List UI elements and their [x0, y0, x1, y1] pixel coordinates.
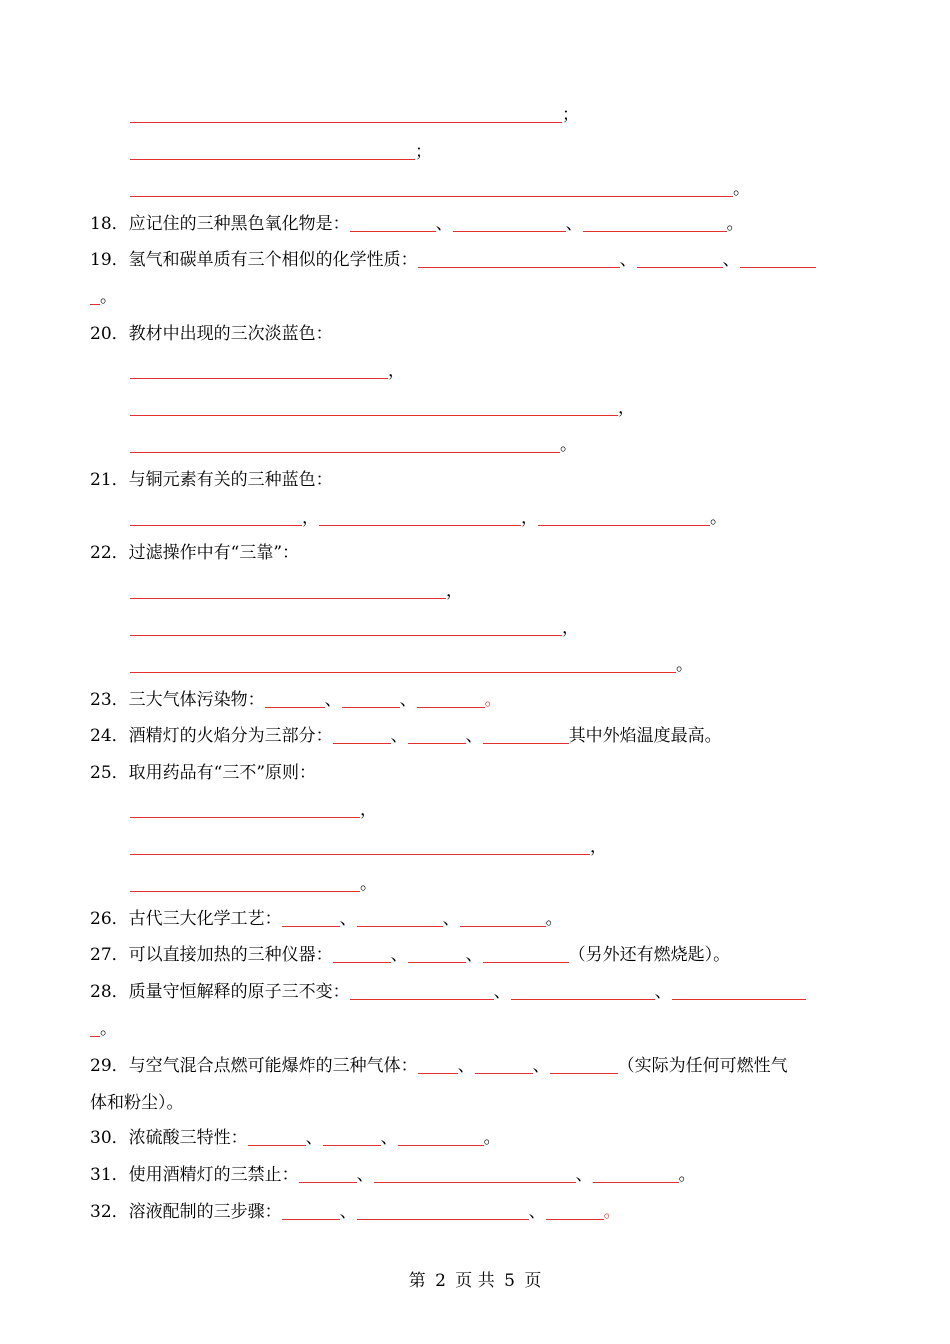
q17-line-3: 。 [130, 176, 750, 202]
question-number: 23． [90, 690, 129, 710]
answer-blank[interactable] [350, 981, 494, 1000]
question-text: 氢气和碳单质有三个相似的化学性质： [128, 250, 418, 270]
answer-blank[interactable] [453, 213, 566, 232]
question-21 [90, 467, 333, 493]
answer-blank[interactable] [248, 1127, 306, 1146]
q20-line-2: ， [130, 395, 635, 421]
question-text: 可以直接加热的三种仪器： [128, 945, 333, 965]
question-number: 28． [90, 982, 129, 1002]
question-26: 26．古代三大化学工艺： 、 、 。 [90, 909, 563, 929]
question-text: 古代三大化学工艺： [128, 909, 282, 929]
answer-blank[interactable] [637, 249, 723, 268]
question-27: 27．可以直接加热的三种仪器： 、 、 （另外还有燃烧匙）。 [90, 945, 731, 965]
question-29-wrap: 体和粉尘）。 [90, 1093, 184, 1113]
answer-blank[interactable] [265, 689, 325, 708]
answer-blank[interactable] [333, 725, 391, 744]
answer-blank[interactable] [550, 1055, 618, 1074]
answer-blank[interactable] [90, 1018, 100, 1037]
answer-blank[interactable] [418, 249, 620, 268]
question-22 [90, 540, 299, 566]
question-28-wrap: 。 [90, 1016, 117, 1042]
question-24: 24．酒精灯的火焰分为三部分： 、 、 其中外焰温度最高。 [90, 726, 722, 746]
answer-blank[interactable] [583, 213, 727, 232]
answer-blank[interactable] [475, 1055, 533, 1074]
q20-line-3: 。 [130, 432, 577, 458]
question-number: 20． [90, 324, 129, 344]
question-20 [90, 321, 333, 347]
answer-blank[interactable] [130, 654, 676, 673]
answer-blank[interactable] [130, 617, 562, 636]
answer-blank[interactable] [538, 507, 710, 526]
answer-blank[interactable] [282, 908, 340, 927]
q21-answers: ， ， 。 [130, 505, 727, 531]
question-number: 21． [90, 470, 129, 490]
answer-blank[interactable] [130, 580, 446, 599]
answer-blank[interactable] [418, 1055, 458, 1074]
question-text: 与铜元素有关的三种蓝色： [128, 470, 333, 490]
question-text: 浓硫酸三特性： [128, 1128, 248, 1148]
question-number: 32． [90, 1202, 129, 1222]
question-text: 应记住的三种黑色氧化物是： [128, 214, 350, 234]
question-28: 28．质量守恒解释的原子三不变： 、 、 [90, 979, 806, 1005]
answer-blank[interactable] [90, 286, 100, 305]
answer-blank[interactable] [417, 689, 485, 708]
question-18: 18．应记住的三种黑色氧化物是： 、 、 。 [90, 214, 744, 234]
question-30: 30．浓硫酸三特性： 、 、 。 [90, 1128, 501, 1148]
question-23: 23．三大气体污染物： 、 、 。 [90, 690, 502, 710]
question-19: 19．氢气和碳单质有三个相似的化学性质： 、 、 [90, 247, 816, 273]
answer-blank[interactable] [483, 944, 569, 963]
answer-blank[interactable] [130, 799, 360, 818]
q22-line-3: 。 [130, 652, 693, 678]
question-29: 29．与空气混合点燃可能爆炸的三种气体： 、 、 （实际为任何可燃性气 [90, 1056, 788, 1076]
question-25 [90, 760, 316, 786]
answer-blank[interactable] [299, 1164, 357, 1183]
answer-blank[interactable] [483, 725, 569, 744]
answer-blank[interactable] [130, 836, 590, 855]
answer-blank[interactable] [546, 1201, 604, 1220]
question-number: 26． [90, 909, 129, 929]
q25-line-1: ， [130, 797, 377, 823]
question-number: 31． [90, 1165, 129, 1185]
answer-blank[interactable] [130, 141, 415, 160]
question-text: 使用酒精灯的三禁止： [128, 1165, 299, 1185]
answer-blank[interactable] [408, 944, 466, 963]
page-total: 5 [504, 1271, 515, 1291]
question-text: 取用药品有“三不”原则： [128, 763, 317, 783]
question-text: 质量守恒解释的原子三不变： [128, 982, 350, 1002]
answer-blank[interactable] [357, 908, 443, 927]
question-number: 22． [90, 543, 129, 563]
q25-line-3: 。 [130, 871, 377, 897]
answer-blank[interactable] [672, 981, 806, 1000]
answer-blank[interactable] [323, 1127, 381, 1146]
question-number: 27． [90, 945, 129, 965]
question-text: 与空气混合点燃可能爆炸的三种气体： [128, 1056, 418, 1076]
question-number: 24． [90, 726, 129, 746]
answer-blank[interactable] [130, 397, 618, 416]
question-32: 32．溶液配制的三步骤： 、 、 。 [90, 1202, 621, 1222]
question-text: 三大气体污染物： [128, 690, 265, 710]
page-footer: 第 2 页 共 5 页 [408, 1271, 542, 1291]
answer-blank[interactable] [374, 1164, 576, 1183]
question-text: 溶液配制的三步骤： [128, 1202, 282, 1222]
question-number: 29． [90, 1056, 129, 1076]
question-number: 19． [90, 250, 129, 270]
q22-line-2: ， [130, 615, 579, 641]
question-31: 31．使用酒精灯的三禁止： 、 、 。 [90, 1165, 696, 1185]
q17-line-1: ； [130, 102, 579, 128]
answer-blank[interactable] [130, 873, 360, 892]
question-text: 酒精灯的火焰分为三部分： [128, 726, 333, 746]
answer-blank[interactable] [130, 434, 560, 453]
question-text: 过滤操作中有“三靠”： [128, 543, 300, 563]
answer-blank[interactable] [130, 104, 562, 123]
answer-blank[interactable] [342, 689, 400, 708]
answer-blank[interactable] [350, 213, 436, 232]
q22-line-1: ， [130, 578, 463, 604]
q20-line-1: ， [130, 358, 405, 384]
answer-blank[interactable] [408, 725, 466, 744]
question-number: 18． [90, 214, 129, 234]
question-number: 25． [90, 763, 129, 783]
question-19-wrap: 。 [90, 284, 117, 310]
answer-blank[interactable] [398, 1127, 484, 1146]
question-text: 教材中出现的三次淡蓝色： [128, 324, 333, 344]
q17-line-2: ； [130, 139, 432, 165]
answer-blank[interactable] [319, 507, 521, 526]
answer-blank[interactable] [282, 1201, 340, 1220]
q25-line-2: ， [130, 834, 607, 860]
answer-blank[interactable] [593, 1164, 679, 1183]
answer-blank[interactable] [357, 1201, 529, 1220]
page-number: 2 [435, 1271, 446, 1291]
answer-blank[interactable] [130, 507, 302, 526]
answer-blank[interactable] [333, 944, 391, 963]
answer-blank[interactable] [740, 249, 816, 268]
answer-blank[interactable] [511, 981, 655, 1000]
answer-blank[interactable] [130, 360, 388, 379]
answer-blank[interactable] [130, 178, 733, 197]
question-number: 30． [90, 1128, 129, 1148]
answer-blank[interactable] [460, 908, 546, 927]
